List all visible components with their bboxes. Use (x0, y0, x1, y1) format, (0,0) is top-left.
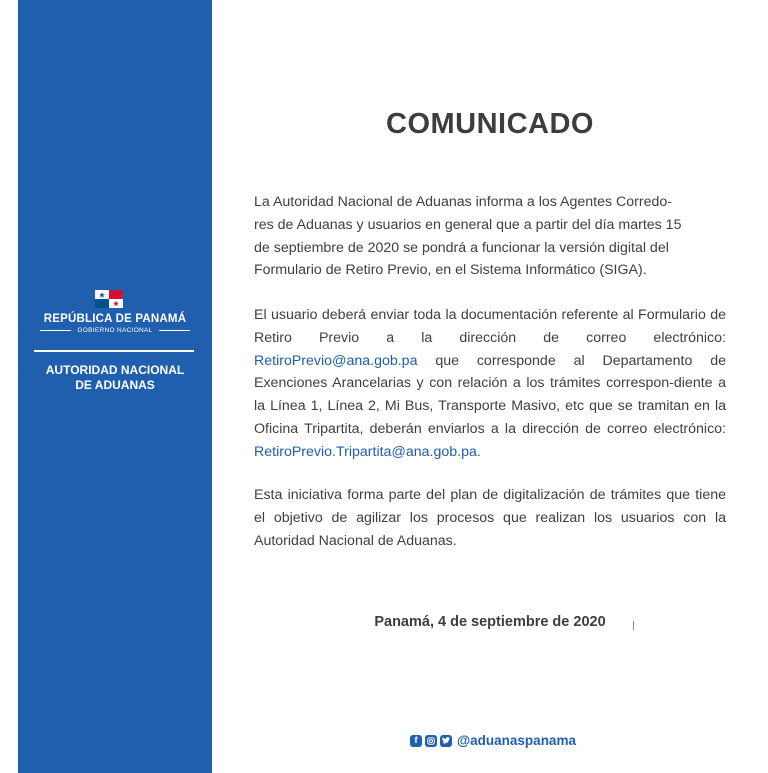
divider-left (40, 330, 71, 331)
paragraph-2-text-a: El usuario deberá enviar toda la documentación referente al Formulario de Retiro Previo a la dirección de correo electrónico: (254, 307, 726, 346)
paragraph-1-line: de septiembre de 2020 se pondrá a funcionar la versión digital del (254, 239, 669, 256)
email-link-tripartita[interactable]: RetiroPrevio.Tripartita@ana.gob.pa. (254, 443, 481, 460)
cursor-mark (633, 621, 634, 630)
paragraph-1 (254, 191, 726, 282)
paragraph-1-line: res de Aduanas y usuarios en general que a partir del día martes 15 (254, 216, 682, 233)
facebook-icon[interactable]: f (410, 735, 422, 747)
sidebar-divider (34, 350, 194, 352)
page-title: COMUNICADO (386, 108, 594, 140)
social-handle[interactable]: @aduanaspanama (457, 733, 576, 748)
email-link-retiro-previo[interactable]: RetiroPrevio@ana.gob.pa (254, 352, 418, 369)
paragraph-3: Esta iniciativa forma parte del plan de digitalización de trámites que tiene el objetivo de agilizar los procesos que realizan los usuarios con la Autoridad Nacional de Aduanas. (254, 487, 726, 549)
divider-right (159, 330, 190, 331)
authority-line-1: AUTORIDAD NACIONAL (45, 363, 185, 377)
government-label-row (40, 327, 190, 334)
instagram-icon[interactable] (425, 735, 437, 747)
panama-flag-icon (95, 290, 123, 308)
authority-line-2: DE ADUANAS (75, 378, 155, 392)
authority-name (18, 363, 212, 393)
paragraph-1-line: Formulario de Retiro Previo, en el Sistema Informático (SIGA). (254, 262, 647, 279)
social-footer (410, 733, 576, 748)
twitter-icon[interactable] (440, 735, 452, 747)
government-label: GOBIERNO NACIONAL (77, 327, 153, 334)
republic-label: REPÚBLICA DE PANAMÁ (43, 313, 187, 325)
paragraph-2 (254, 304, 726, 464)
date-line: Panamá, 4 de septiembre de 2020 (374, 614, 606, 630)
paragraph-2-text-b: que corresponde al Departamento de Exenciones Arancelarias y con relación a los trámites correspon-diente a la Línea 1, Línea 2, Mi Bus, Transporte Masivo, etc que se tramitan en la Oficina Tripartita, deberán enviarlos a la dirección de correo electrónico: (254, 352, 726, 437)
paragraph-1-line: La Autoridad Nacional de Aduanas informa a los Agentes Corredo- (254, 194, 673, 210)
